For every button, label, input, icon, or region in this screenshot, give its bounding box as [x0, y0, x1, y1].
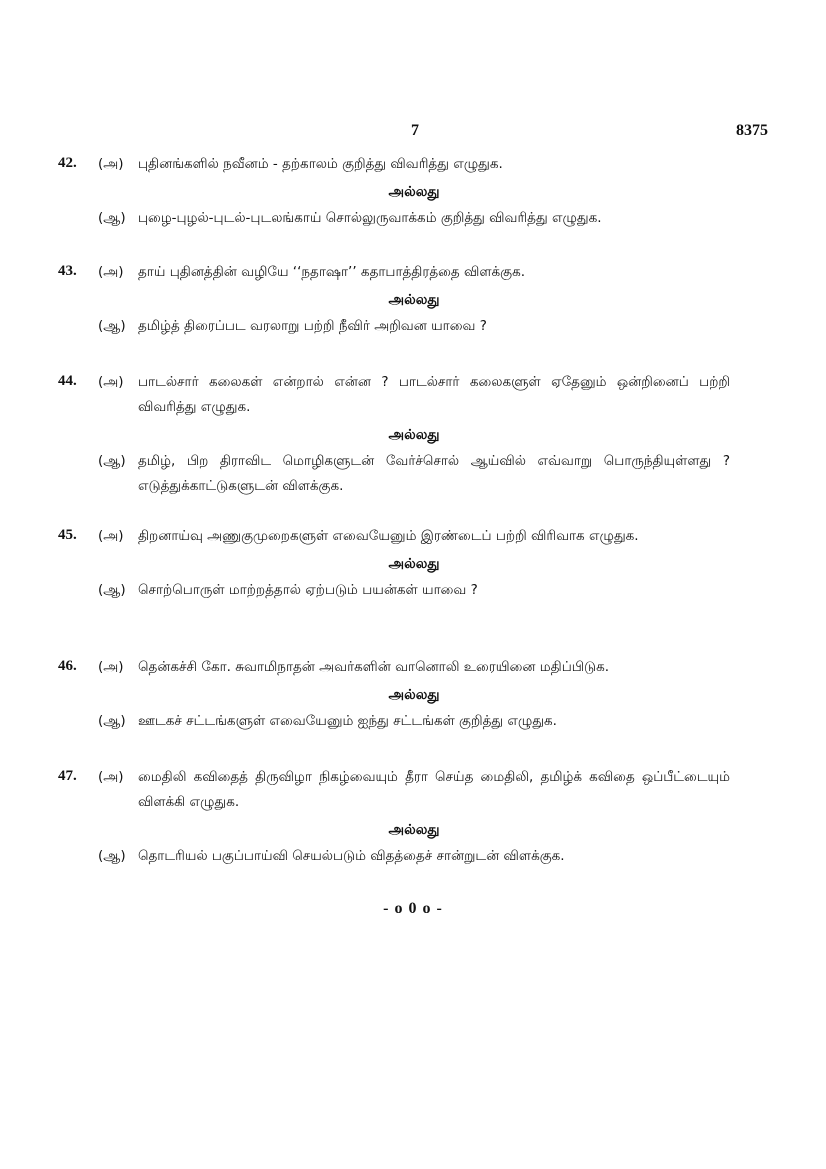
end-of-paper-mark: - o 0 o -: [383, 900, 443, 917]
part-a-text: மைதிலி கவிதைத் திருவிழா நிகழ்வையும் தீரா செய்த மைதிலி, தமிழ்க் கவிதை ஒப்பீட்டையும் விளக்கி எழுதுக.: [138, 769, 730, 810]
question-45: [58, 524, 730, 603]
question-46-part-b: [58, 709, 730, 734]
part-b-label: (ஆ): [98, 453, 126, 469]
part-a-label: (அ): [98, 659, 124, 675]
question-number: 46.: [58, 658, 77, 674]
part-b-text: சொற்பொருள் மாற்றத்தால் ஏற்படும் பயன்கள் யாவை ?: [138, 582, 478, 598]
question-42-part-b: [58, 206, 730, 231]
part-b-text: தமிழ், பிற திராவிட மொழிகளுடன் வேர்ச்சொல் ஆய்வில் எவ்வாறு பொருந்தியுள்ளது ? எடுத்துக்காட்டுகளுடன் விளக்குக.: [138, 453, 730, 494]
or-separator: அல்லது: [388, 427, 440, 443]
question-43-part-a: [58, 260, 730, 285]
part-a-text: பாடல்சார் கலைகள் என்றால் என்ன ? பாடல்சார் கலைகளுள் ஏதேனும் ஒன்றினைப் பற்றி விவரித்து எழுதுக.: [138, 374, 730, 415]
part-b-label: (ஆ): [98, 582, 126, 598]
page-number: 7: [411, 122, 419, 139]
or-separator: அல்லது: [388, 822, 440, 838]
question-number: 43.: [58, 263, 77, 279]
or-separator: அல்லது: [388, 184, 440, 200]
or-separator: அல்லது: [388, 292, 440, 308]
or-separator: அல்லது: [388, 556, 440, 572]
question-46-part-a: [58, 655, 730, 680]
part-b-text: தமிழ்த் திரைப்பட வரலாறு பற்றி நீவிர் அறிவன யாவை ?: [138, 318, 487, 334]
part-b-label: (ஆ): [98, 210, 126, 226]
part-a-label: (அ): [98, 528, 124, 544]
question-47-part-b: [58, 844, 730, 869]
question-43: [58, 260, 730, 339]
part-b-text: ஊடகச் சட்டங்களுள் எவையேனும் ஐந்து சட்டங்கள் குறித்து எழுதுக.: [138, 713, 557, 729]
question-46: [58, 655, 730, 734]
question-47: [58, 765, 730, 869]
part-b-label: (ஆ): [98, 318, 126, 334]
part-b-label: (ஆ): [98, 848, 126, 864]
part-b-label: (ஆ): [98, 713, 126, 729]
part-a-label: (அ): [98, 374, 124, 390]
part-a-text: தென்கச்சி கோ. சுவாமிநாதன் அவர்களின் வானொலி உரையினை மதிப்பிடுக.: [138, 659, 610, 675]
question-43-part-b: [58, 314, 730, 339]
part-b-text: தொடரியல் பகுப்பாய்வி செயல்படும் விதத்தைச் சான்றுடன் விளக்குக.: [138, 848, 565, 864]
part-a-text: திறனாய்வு அணுகுமுறைகளுள் எவையேனும் இரண்டைப் பற்றி விரிவாக எழுதுக.: [138, 528, 639, 544]
question-42: [58, 152, 730, 231]
part-b-text: புழை-புழல்-புடல்-புடலங்காய் சொல்லுருவாக்கம் குறித்து விவரித்து எழுதுக.: [138, 210, 602, 226]
question-44-part-a: [58, 370, 730, 420]
part-a-label: (அ): [98, 769, 124, 785]
question-47-part-a: [58, 765, 730, 815]
part-a-text: தாய் புதினத்தின் வழியே ‘‘நதாஷா’’ கதாபாத்திரத்தை விளக்குக.: [138, 264, 526, 280]
part-a-label: (அ): [98, 156, 124, 172]
question-44-part-b: [58, 449, 730, 499]
paper-code: 8375: [736, 122, 768, 139]
part-a-text: புதினங்களில் நவீனம் - தற்காலம் குறித்து விவரித்து எழுதுக.: [138, 156, 503, 172]
question-42-part-a: [58, 152, 730, 177]
question-45-part-b: [58, 578, 730, 603]
question-44: [58, 370, 730, 499]
or-separator: அல்லது: [388, 687, 440, 703]
question-number: 42.: [58, 155, 77, 171]
question-number: 44.: [58, 373, 77, 389]
question-number: 47.: [58, 768, 77, 784]
part-a-label: (அ): [98, 264, 124, 280]
question-number: 45.: [58, 527, 77, 543]
question-45-part-a: [58, 524, 730, 549]
